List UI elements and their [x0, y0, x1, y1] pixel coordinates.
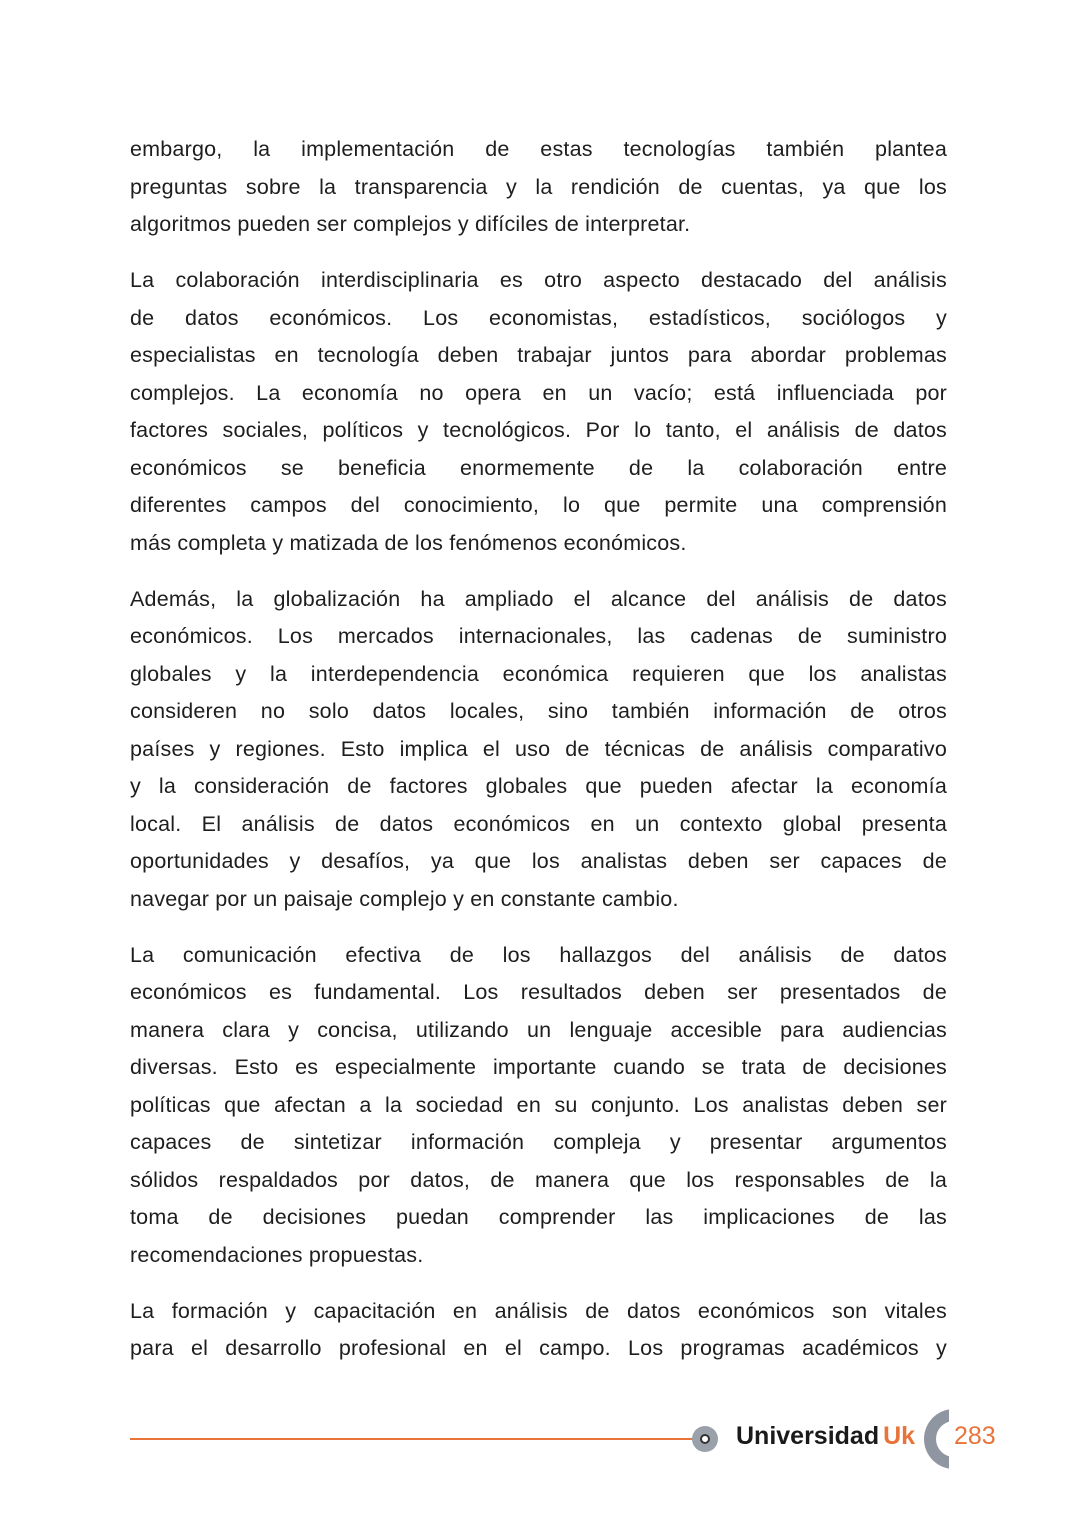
- footer-divider: [130, 1438, 695, 1440]
- text-line: de datos económicos. Los economistas, estadísticos, sociólogos y: [130, 305, 947, 330]
- text-line: para el desarrollo profesional en el campo. Los programas académicos y: [130, 1336, 947, 1360]
- text-line: manera clara y concisa, utilizando un lenguaje accesible para audiencias: [130, 1017, 947, 1042]
- footer-circle-icon: [692, 1426, 718, 1452]
- text-line: y la consideración de factores globales que pueden afectar la economía: [130, 774, 947, 798]
- text-line: Además, la globalización ha ampliado el alcance del análisis de datos: [130, 586, 947, 611]
- paragraph: [130, 937, 947, 1275]
- text-line: políticas que afectan a la sociedad en su conjunto. Los analistas deben ser: [130, 1092, 947, 1117]
- text-line: más completa y matizada de los fenómenos económicos.: [130, 530, 687, 555]
- paragraph: [130, 262, 947, 562]
- text-line: países y regiones. Esto implica el uso de técnicas de análisis comparativo: [130, 736, 947, 761]
- text-line: diversas. Esto es especialmente importante cuando se trata de decisiones: [130, 1055, 947, 1079]
- text-line: La colaboración interdisciplinaria es otro aspecto destacado del análisis: [130, 268, 947, 292]
- paragraph: [130, 1293, 947, 1368]
- brand-accent: Uk: [883, 1422, 916, 1450]
- text-line: algoritmos pueden ser complejos y difíciles de interpretar.: [130, 212, 691, 236]
- text-line: complejos. La economía no opera en un vacío; está influenciada por: [130, 380, 947, 405]
- text-line: factores sociales, políticos y tecnológicos. Por lo tanto, el análisis de datos: [130, 418, 947, 442]
- brand-name: Universidad: [736, 1422, 880, 1450]
- text-line: embargo, la implementación de estas tecnologías también plantea: [130, 137, 947, 161]
- text-line: especialistas en tecnología deben trabajar juntos para abordar problemas: [130, 343, 947, 367]
- paragraph: [130, 581, 947, 919]
- text-line: oportunidades y desafíos, ya que los analistas deben ser capaces de: [130, 849, 947, 873]
- text-line: sólidos respaldados por datos, de manera que los responsables de la: [130, 1167, 947, 1192]
- paragraph: [130, 131, 947, 244]
- text-line: La formación y capacitación en análisis de datos económicos son vitales: [130, 1298, 947, 1323]
- text-line: local. El análisis de datos económicos en un contexto global presenta: [130, 811, 947, 836]
- text-line: diferentes campos del conocimiento, lo que permite una comprensión: [130, 493, 947, 517]
- text-line: económicos es fundamental. Los resultados deben ser presentados de: [130, 980, 947, 1004]
- text-line: consideren no solo datos locales, sino también información de otros: [130, 699, 947, 723]
- text-line: preguntas sobre la transparencia y la rendición de cuentas, ya que los: [130, 174, 947, 199]
- text-line: La comunicación efectiva de los hallazgos del análisis de datos: [130, 942, 947, 967]
- text-line: recomendaciones propuestas.: [130, 1242, 424, 1267]
- page-number: 283: [954, 1422, 996, 1450]
- text-line: toma de decisiones puedan comprender las implicaciones de las: [130, 1205, 947, 1229]
- text-line: capaces de sintetizar información compleja y presentar argumentos: [130, 1130, 947, 1154]
- text-line: económicos se beneficia enormemente de la colaboración entre: [130, 455, 947, 480]
- text-line: navegar por un paisaje complejo y en constante cambio.: [130, 886, 679, 911]
- footer-brand: [736, 1422, 915, 1451]
- document-body: [130, 131, 947, 1386]
- text-line: económicos. Los mercados internacionales, las cadenas de suministro: [130, 624, 947, 648]
- text-line: globales y la interdependencia económica requieren que los analistas: [130, 661, 947, 686]
